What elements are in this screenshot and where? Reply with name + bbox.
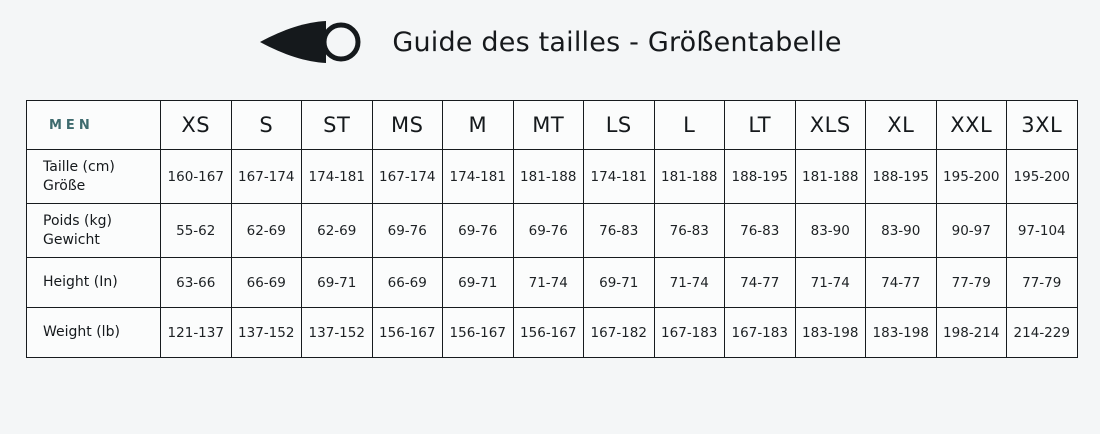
table-cell: 188-195: [866, 150, 937, 204]
size-header: 3XL: [1007, 101, 1078, 150]
size-header: MT: [513, 101, 584, 150]
row-label-line2: Gewicht: [43, 231, 100, 248]
table-cell: 167-183: [654, 308, 725, 358]
table-cell: 181-188: [513, 150, 584, 204]
table-body: [27, 150, 1078, 358]
table-cell: 76-83: [725, 204, 796, 258]
size-header: LS: [584, 101, 655, 150]
size-header: XLS: [795, 101, 866, 150]
table-header: [27, 101, 1078, 150]
table-cell: 83-90: [866, 204, 937, 258]
size-header: ST: [302, 101, 373, 150]
table-cell: 214-229: [1007, 308, 1078, 358]
row-label: [27, 150, 161, 204]
table-row: [27, 258, 1078, 308]
table-cell: 183-198: [866, 308, 937, 358]
table-cell: 181-188: [654, 150, 725, 204]
table-cell: 167-174: [372, 150, 443, 204]
table-cell: 74-77: [866, 258, 937, 308]
table-cell: 198-214: [936, 308, 1007, 358]
table-cell: 174-181: [443, 150, 514, 204]
header-row: [27, 101, 1078, 150]
table-cell: 71-74: [795, 258, 866, 308]
table-cell: 71-74: [654, 258, 725, 308]
table-cell: 121-137: [161, 308, 232, 358]
table-cell: 71-74: [513, 258, 584, 308]
table-cell: 76-83: [654, 204, 725, 258]
table-cell: 156-167: [513, 308, 584, 358]
table-cell: 137-152: [302, 308, 373, 358]
size-header: MS: [372, 101, 443, 150]
table-cell: 195-200: [936, 150, 1007, 204]
row-label: [27, 308, 161, 358]
size-table: [26, 100, 1078, 358]
table-cell: 76-83: [584, 204, 655, 258]
table-cell: 77-79: [1007, 258, 1078, 308]
row-label-line1: Weight (lb): [43, 324, 120, 341]
table-cell: 69-76: [513, 204, 584, 258]
table-cell: 181-188: [795, 150, 866, 204]
table-cell: 83-90: [795, 204, 866, 258]
size-header: LT: [725, 101, 796, 150]
row-label-line1: Poids (kg): [43, 212, 112, 229]
table-cell: 69-76: [372, 204, 443, 258]
table-cell: 62-69: [302, 204, 373, 258]
table-cell: 156-167: [372, 308, 443, 358]
table-cell: 174-181: [584, 150, 655, 204]
row-label: [27, 258, 161, 308]
size-header: L: [654, 101, 725, 150]
table-cell: 69-71: [584, 258, 655, 308]
table-cell: 66-69: [372, 258, 443, 308]
table-cell: 62-69: [231, 204, 302, 258]
table-cell: 188-195: [725, 150, 796, 204]
table-cell: 195-200: [1007, 150, 1078, 204]
table-cell: 167-174: [231, 150, 302, 204]
size-header: M: [443, 101, 514, 150]
row-label: [27, 204, 161, 258]
page-header: [0, 0, 1100, 70]
arrow-circle-logo-icon: [258, 19, 368, 65]
table-cell: 66-69: [231, 258, 302, 308]
row-label-line1: Height (In): [43, 274, 118, 291]
table-cell: 160-167: [161, 150, 232, 204]
size-table-container: [26, 100, 1074, 358]
table-row: [27, 204, 1078, 258]
table-cell: 74-77: [725, 258, 796, 308]
page-title: Guide des tailles - Größentabelle: [392, 26, 842, 58]
table-corner-label: MEN: [27, 101, 161, 150]
table-cell: 183-198: [795, 308, 866, 358]
table-cell: 69-71: [302, 258, 373, 308]
table-cell: 174-181: [302, 150, 373, 204]
table-row: [27, 150, 1078, 204]
table-cell: 97-104: [1007, 204, 1078, 258]
table-cell: 55-62: [161, 204, 232, 258]
table-cell: 137-152: [231, 308, 302, 358]
table-cell: 167-182: [584, 308, 655, 358]
table-cell: 63-66: [161, 258, 232, 308]
row-label-line1: Taille (cm): [43, 158, 115, 175]
row-label-line2: Größe: [43, 177, 86, 194]
table-row: [27, 308, 1078, 358]
table-cell: 77-79: [936, 258, 1007, 308]
table-cell: 69-71: [443, 258, 514, 308]
size-header: XS: [161, 101, 232, 150]
size-header: XXL: [936, 101, 1007, 150]
size-header: S: [231, 101, 302, 150]
table-cell: 156-167: [443, 308, 514, 358]
table-cell: 167-183: [725, 308, 796, 358]
table-cell: 90-97: [936, 204, 1007, 258]
size-header: XL: [866, 101, 937, 150]
table-cell: 69-76: [443, 204, 514, 258]
